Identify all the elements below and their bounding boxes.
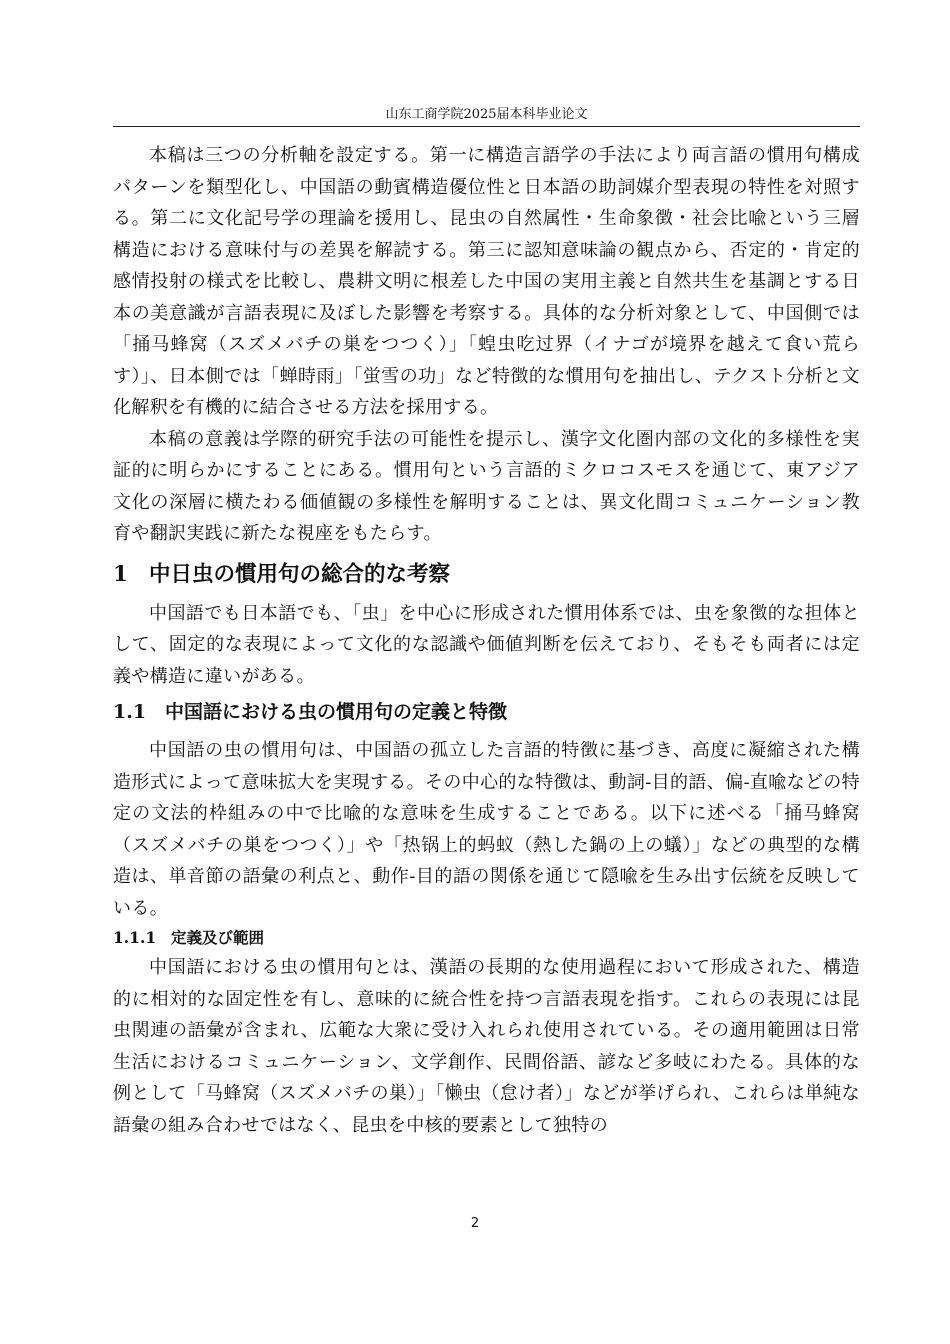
header-rule — [113, 126, 860, 127]
subsubsection-title: 定義及び範囲 — [171, 928, 265, 947]
page-number: 2 — [470, 1216, 480, 1231]
document-body — [113, 140, 860, 1141]
section-number: 1 — [113, 561, 128, 587]
subsubsection-heading-1-1-1 — [113, 924, 860, 952]
paragraph-significance: 本稿の意義は学際的研究手法の可能性を提示し、漢字文化圏内部の文化的多様性を実証的に明らかにすることにある。慣用句という言語的ミクロコスモスを通じて、東アジア文化の深層に横たわる価値観の多様性を解明することは、異文化間コミュニケーション教育や翻訳実践に新たな視座をもたらす。 — [113, 428, 860, 544]
section-heading-1 — [113, 554, 860, 596]
paragraph-definition-scope: 中国語における虫の慣用句とは、漢語の長期的な使用過程において形成された、構造的に相対的な固定性を有し、意味的に統合性を持つ言語表現を指す。これらの表現には昆虫関連の語彙が含まれ、広範な大衆に受け入れられ使用されている。その適用範囲は日常生活におけるコミュニケーション、文学創作、民間俗語、諺など多岐にわたる。具体的な例として「马蜂窝（スズメバチの巣）」「懒虫（怠け者）」などが挙げられ、これらは単純な語彙の組み合わせではなく、昆虫を中核的要素として独特の — [113, 957, 860, 1136]
subsection-heading-1-1 — [113, 693, 860, 731]
subsection-title: 中国語における虫の慣用句の定義と特徴 — [165, 701, 508, 723]
running-header: 山东工商学院2025届本科毕业论文 — [385, 107, 588, 122]
subsubsection-number: 1.1.1 — [113, 928, 157, 947]
subsection-number: 1.1 — [113, 701, 147, 723]
paragraph-analysis-axes: 本稿は三つの分析軸を設定する。第一に構造言語学の手法により両言語の慣用句構成パターンを類型化し、中国語の動賓構造優位性と日本語の助詞媒介型表現の特性を対照する。第二に文化記号学の理論を援用し、昆虫の自然属性・生命象徴・社会比喩という三層構造における意味付与の差異を解読する。第三に認知意味論の観点から、否定的・肯定的感情投射の様式を比較し、農耕文明に根差した中国の実用主義と自然共生を基調とする日本の美意識が言語表現に及ぼした影響を考察する。具体的な分析対象として、中国側では「捅马蜂窝（スズメバチの巣をつつく）」「蝗虫吃过界（イナゴが境界を越えて食い荒らす）」、日本側では「蝉時雨」「蛍雪の功」など特徴的な慣用句を抽出し、テクスト分析と文化解釈を有機的に結合させる方法を採用する。 — [113, 145, 860, 418]
paragraph-subsection-1-1: 中国語の虫の慣用句は、中国語の孤立した言語的特徴に基づき、高度に凝縮された構造形式によって意味拡大を実現する。その中心的な特徴は、動詞-目的語、偏-直喩などの特定の文法的枠組みの中で比喩的な意味を生成することである。以下に述べる「捅马蜂窝（スズメバチの巣をつつく）」や「热锅上的蚂蚁（熱した鍋の上の蟻）」などの典型的な構造は、単音節の語彙の利点と、動作-目的語の関係を通じて隠喩を生み出す伝統を反映している。 — [113, 740, 860, 919]
section-title: 中日虫の慣用句の総合的な考察 — [149, 561, 451, 587]
paragraph-section-1-intro: 中国語でも日本語でも、「虫」を中心に形成された慣用体系では、虫を象徴的な担体として、固定的な表現によって文化的な認識や価値判断を伝えており、そもそも両者には定義や構造に違いがある。 — [113, 602, 860, 687]
